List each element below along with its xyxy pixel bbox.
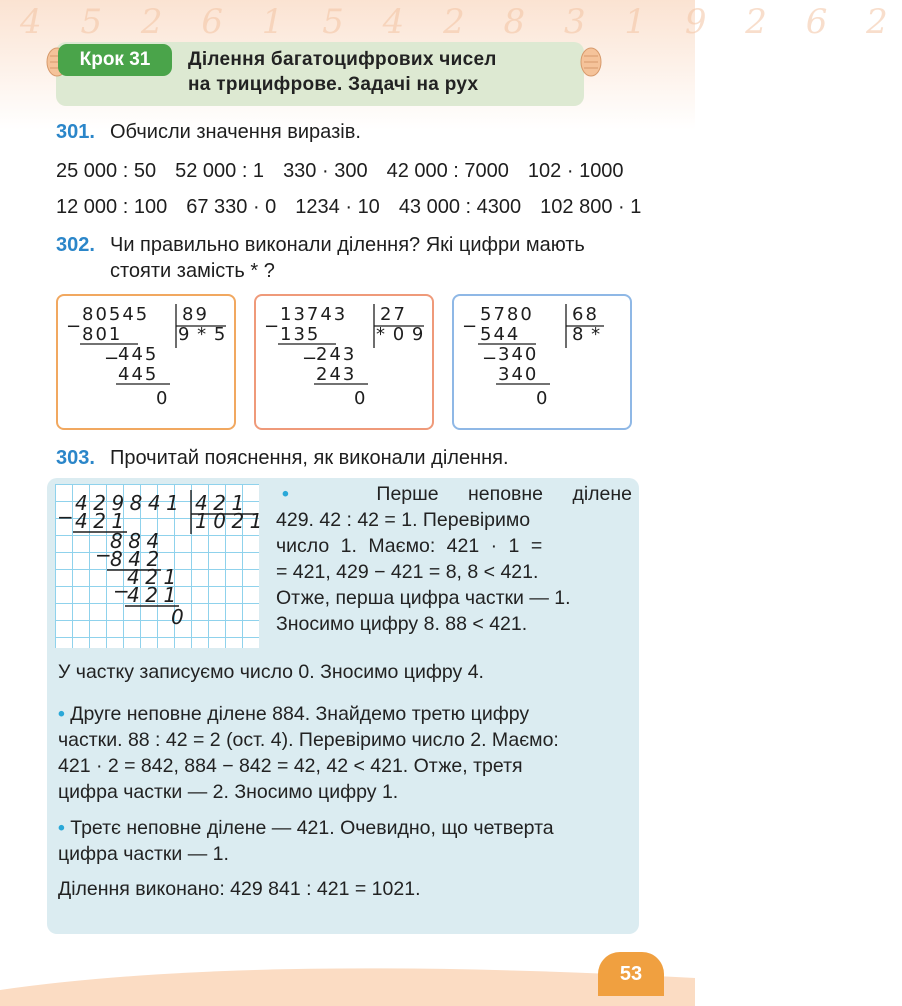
expression: 25 000 : 50 xyxy=(56,160,157,182)
p3-line3: 421 · 2 = 842, 884 − 842 = 42, 42 < 421. Отже, третя xyxy=(58,755,523,777)
partial-dividend-1: 884 xyxy=(110,529,165,553)
p1-line4: = 421, 429 − 421 = 8, 8 < 421. xyxy=(276,561,539,583)
minus-sign: − xyxy=(482,348,498,369)
remainder: 0 xyxy=(171,605,184,629)
p1-line1 xyxy=(276,481,632,507)
quotient: 9 * 5 xyxy=(178,324,227,345)
p1-line3: число 1. Маємо: 421 · 1 = xyxy=(276,535,543,557)
subtrahend-2: 445 xyxy=(118,364,159,385)
subtrahend-2: 340 xyxy=(498,364,539,385)
partial-dividend: 243 xyxy=(316,344,357,365)
minus-sign: − xyxy=(104,348,120,369)
bullet-icon: • xyxy=(282,483,289,505)
lesson-title-line2: на трицифрове. Задачі на рух xyxy=(188,74,479,95)
expression: 1234 · 10 xyxy=(295,196,380,218)
task-302-text-line1: Чи правильно виконали ділення? Які цифри мають xyxy=(110,234,585,256)
divisor: 89 xyxy=(182,304,209,325)
lesson-title xyxy=(188,47,568,97)
remainder: 0 xyxy=(536,388,548,409)
minus-sign: − xyxy=(66,316,82,337)
partial-dividend: 340 xyxy=(498,344,539,365)
p3-line2: частки. 88 : 42 = 2 (ост. 4). Перевіримо число 2. Маємо: xyxy=(58,729,559,751)
p1-line2: 429. 42 : 42 = 1. Перевіримо xyxy=(276,509,531,531)
bullet-icon: • xyxy=(58,703,65,725)
step-badge: Крок 31 xyxy=(58,44,172,76)
task-303-number: 303. xyxy=(56,447,95,469)
quotient: * 0 9 xyxy=(376,324,425,345)
bullet-icon: • xyxy=(58,817,65,839)
remainder: 0 xyxy=(156,388,168,409)
divisor: 421 xyxy=(195,491,250,515)
dividend: 429841 xyxy=(75,491,185,515)
explanation-paragraph-5: Ділення виконано: 429 841 : 421 = 1021. xyxy=(58,878,421,900)
division-card-2 xyxy=(254,294,434,430)
p3-line4: цифра частки — 2. Зносимо цифру 1. xyxy=(58,781,399,803)
subtrahend-1: 421 xyxy=(75,509,130,533)
task-301-row1 xyxy=(56,160,624,183)
expression: 330 · 300 xyxy=(283,160,368,182)
long-division-3 xyxy=(454,296,630,428)
subtrahend-2: 842 xyxy=(110,547,165,571)
expression: 12 000 : 100 xyxy=(56,196,168,218)
division-card-1 xyxy=(56,294,236,430)
subtrahend-2: 243 xyxy=(316,364,357,385)
dividend: 80545 xyxy=(82,304,150,325)
decor-digits: 4 5 2 6 1 5 4 2 8 3 1 9 2 6 2 xyxy=(20,2,902,42)
page-number: 53 xyxy=(598,952,664,996)
task-302-text-line2: стояти замість * ? xyxy=(110,260,275,282)
p1-line1-text: Перше неповне ділене xyxy=(376,483,632,505)
minus-sign: − xyxy=(95,543,112,567)
subtrahend-1: 135 xyxy=(280,324,321,345)
expression: 43 000 : 4300 xyxy=(398,196,522,218)
task-303-text: Прочитай пояснення, як виконали ділення. xyxy=(110,447,509,469)
expression: 102 800 · 1 xyxy=(540,196,642,218)
task-302-text xyxy=(110,232,585,284)
p1-line5: Отже, перша цифра частки — 1. xyxy=(276,587,571,609)
minus-sign: − xyxy=(302,348,318,369)
quotient: 8 * xyxy=(572,324,602,345)
divisor: 27 xyxy=(380,304,407,325)
minus-sign: − xyxy=(57,505,74,529)
grid-long-division xyxy=(55,484,268,648)
minus-sign: − xyxy=(113,579,130,603)
subtrahend-1: 801 xyxy=(82,324,123,345)
long-division-1 xyxy=(58,296,234,428)
p4-line2: цифра частки — 1. xyxy=(58,843,229,865)
pointing-hand-right-icon xyxy=(578,44,604,80)
minus-sign: − xyxy=(264,316,280,337)
dividend: 13743 xyxy=(280,304,348,325)
lesson-title-line1: Ділення багатоцифрових чисел xyxy=(188,49,497,70)
bottom-wave-decor xyxy=(0,960,695,1006)
task-301-number: 301. xyxy=(56,121,95,143)
p4-line1 xyxy=(58,815,634,841)
partial-dividend-2: 421 xyxy=(127,565,182,589)
p1-line6: Зносимо цифру 8. 88 < 421. xyxy=(276,613,528,635)
p3-line1 xyxy=(58,701,634,727)
remainder: 0 xyxy=(354,388,366,409)
expression: 67 330 · 0 xyxy=(186,196,277,218)
explanation-paragraph-3 xyxy=(58,701,634,805)
p3-line1-text: Друге неповне ділене 884. Знайдемо третю цифру xyxy=(70,703,530,725)
divisor: 68 xyxy=(572,304,599,325)
explanation-paragraph-1 xyxy=(276,481,632,637)
minus-sign: − xyxy=(462,316,478,337)
dividend: 5780 xyxy=(480,304,534,325)
task-301-row2 xyxy=(56,196,641,219)
subtrahend-1: 544 xyxy=(480,324,521,345)
long-division-2 xyxy=(256,296,432,428)
explanation-paragraph-4 xyxy=(58,815,634,867)
division-card-3 xyxy=(452,294,632,430)
task-301-text: Обчисли значення виразів. xyxy=(110,121,361,143)
p4-line1-text: Третє неповне ділене — 421. Очевидно, що четверта xyxy=(70,817,554,839)
expression: 42 000 : 7000 xyxy=(386,160,509,182)
task-302-number: 302. xyxy=(56,234,95,256)
subtrahend-3: 421 xyxy=(127,583,182,607)
expression: 52 000 : 1 xyxy=(175,160,265,182)
expression: 102 · 1000 xyxy=(527,160,624,182)
partial-dividend: 445 xyxy=(118,344,159,365)
explanation-paragraph-2: У частку записуємо число 0. Зносимо цифру 4. xyxy=(58,661,484,683)
quotient: 1021 xyxy=(195,509,268,533)
